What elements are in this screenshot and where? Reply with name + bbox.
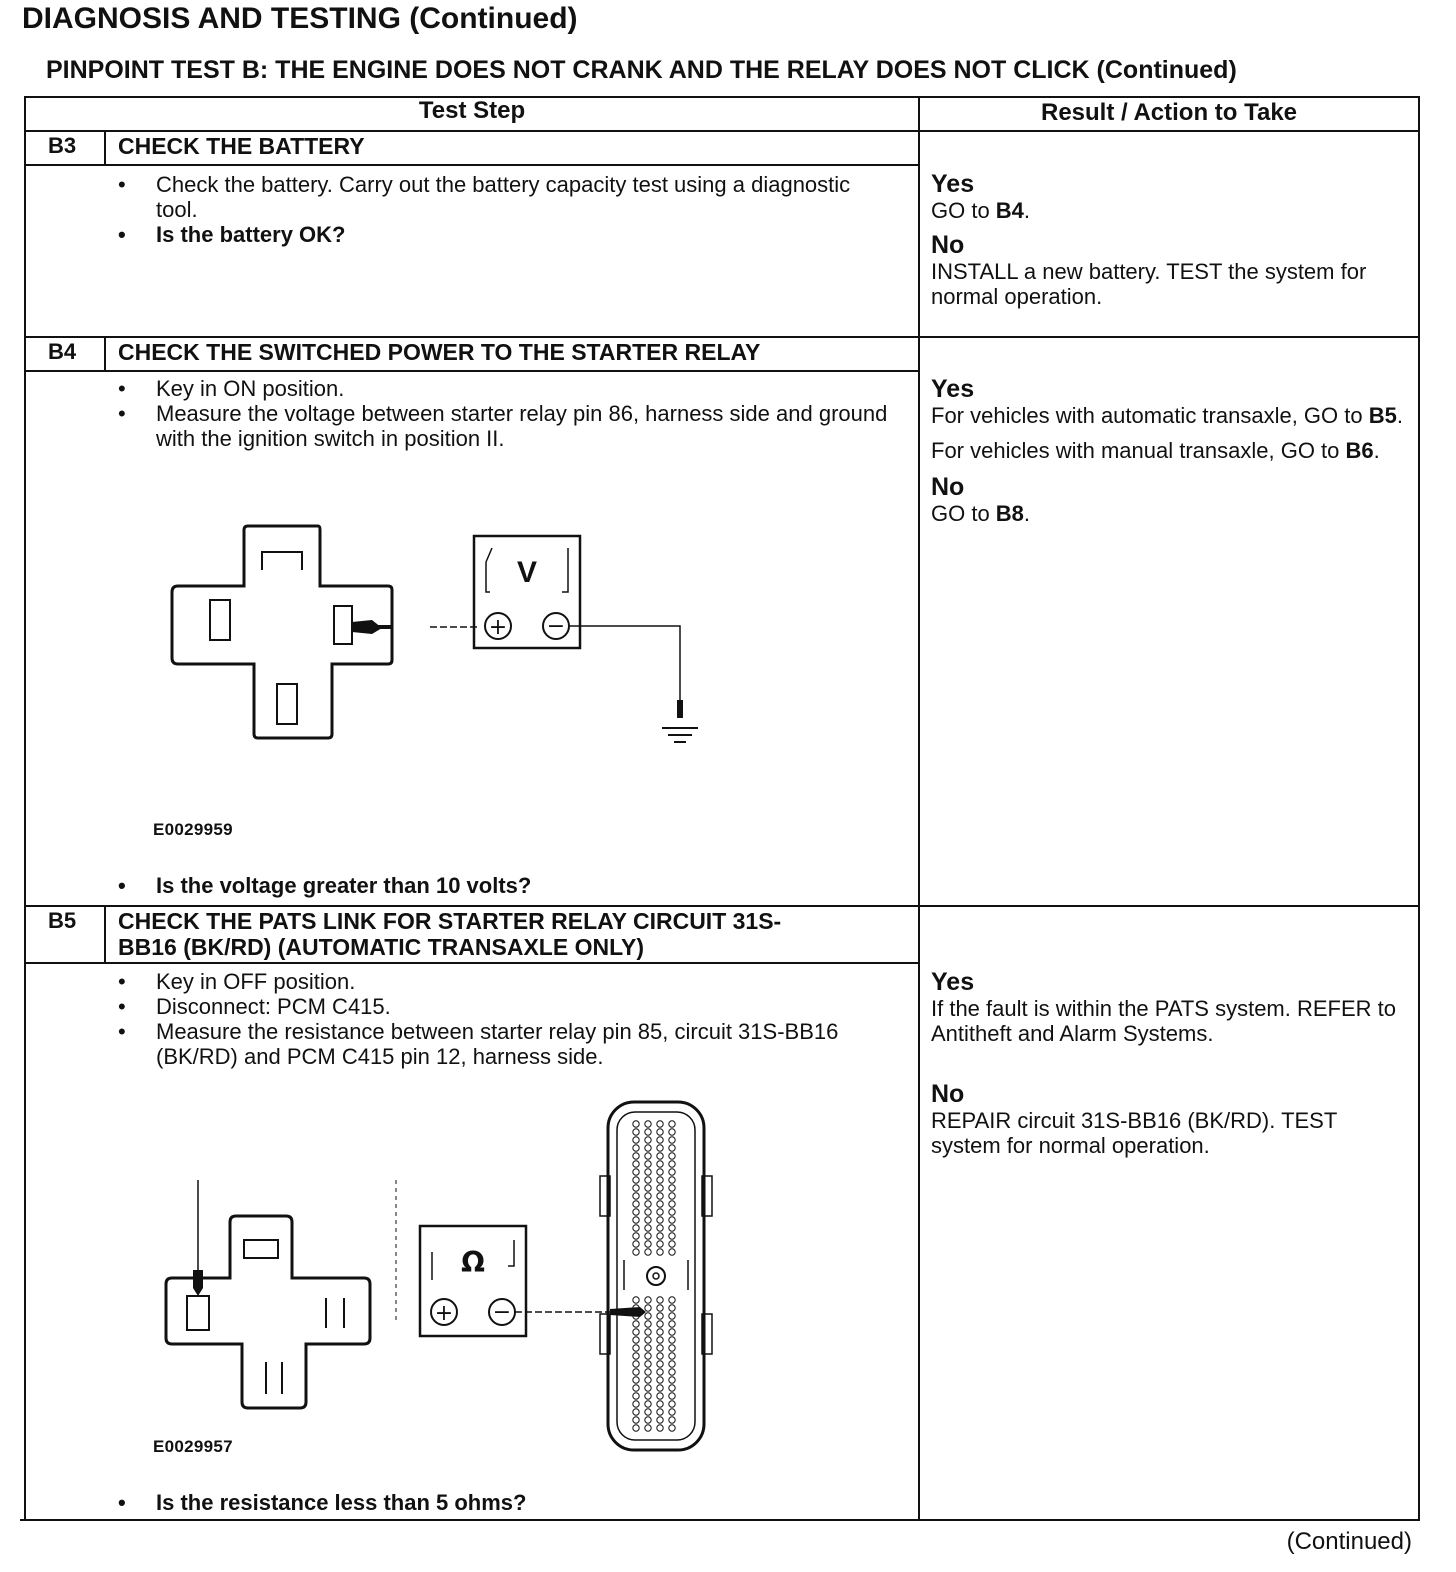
connector-pin	[645, 1401, 651, 1407]
connector-pin	[645, 1145, 651, 1151]
connector-pin	[657, 1337, 663, 1343]
connector-pin	[669, 1121, 675, 1127]
connector-pin	[633, 1321, 639, 1327]
connector-pin	[657, 1425, 663, 1431]
connector-pin	[633, 1153, 639, 1159]
connector-pin	[633, 1185, 639, 1191]
connector-pin	[657, 1361, 663, 1367]
connector-pin	[669, 1137, 675, 1143]
result-no-label: No	[931, 1080, 965, 1108]
connector-pin	[657, 1345, 663, 1351]
step-title-b3: CHECK THE BATTERY	[118, 133, 365, 159]
connector-pin	[657, 1193, 663, 1199]
bullet-item: • Check the battery. Carry out the battery capacity test using a diagnostic tool.	[118, 172, 878, 222]
connector-pin	[645, 1193, 651, 1199]
connector-pin	[669, 1409, 675, 1415]
connector-pin	[669, 1401, 675, 1407]
step-b3-question: • Is the battery OK?	[118, 222, 878, 247]
connector-pin	[633, 1345, 639, 1351]
minus-terminal-icon: −	[546, 614, 566, 639]
relay-pin-85	[187, 1296, 209, 1330]
bullet-item: • Measure the voltage between starter relay pin 86, harness side and ground with the ignition switch in position II.	[118, 401, 898, 451]
connector-pin	[645, 1409, 651, 1415]
connector-pin	[645, 1313, 651, 1319]
result-yes-label: Yes	[931, 170, 975, 198]
connector-pin	[645, 1361, 651, 1367]
connector-pin	[669, 1169, 675, 1175]
connector-pin	[669, 1145, 675, 1151]
connector-pin	[657, 1353, 663, 1359]
connector-pin	[657, 1137, 663, 1143]
result-b5	[931, 968, 1411, 1158]
bullet-item: • Key in ON position.	[118, 376, 898, 401]
connector-pin	[669, 1337, 675, 1343]
bullet-item: • Is the voltage greater than 10 volts?	[118, 873, 531, 898]
connector-pin	[633, 1353, 639, 1359]
connector-pin	[633, 1225, 639, 1231]
connector-pin	[645, 1169, 651, 1175]
result-b3	[931, 170, 1411, 309]
connector-pin	[645, 1345, 651, 1351]
step-b5-question	[118, 1490, 526, 1515]
voltmeter-symbol: V	[516, 556, 538, 589]
result-yes-action: GO to B4.	[931, 198, 1031, 223]
connector-pin	[645, 1353, 651, 1359]
connector-pin	[633, 1209, 639, 1215]
relay-pin-top	[244, 1240, 278, 1258]
connector-pin	[669, 1217, 675, 1223]
connector-pin	[669, 1233, 675, 1239]
connector-pin	[645, 1137, 651, 1143]
bullet-item: • Measure the resistance between starter relay pin 85, circuit 31S-BB16 (BK/RD) and PCM C415 pin 12, harness side.	[118, 1019, 858, 1069]
result-no-action: GO to B8.	[931, 501, 1031, 526]
connector-pin	[657, 1249, 663, 1255]
connector-pin	[669, 1225, 675, 1231]
connector-pin	[657, 1297, 663, 1303]
connector-pin	[645, 1249, 651, 1255]
connector-pin	[669, 1177, 675, 1183]
connector-pin	[633, 1145, 639, 1151]
result-no-label: No	[931, 473, 965, 501]
connector-pin	[645, 1321, 651, 1327]
connector-pin	[645, 1201, 651, 1207]
pcm-connector-pins	[633, 1121, 675, 1431]
step-id-b4: B4	[48, 339, 77, 364]
connector-pin	[645, 1153, 651, 1159]
connector-pin	[633, 1233, 639, 1239]
connector-pin	[669, 1305, 675, 1311]
connector-pin	[669, 1161, 675, 1167]
connector-pin	[645, 1393, 651, 1399]
connector-pin	[633, 1169, 639, 1175]
probe-tip	[610, 1307, 646, 1317]
connector-pin	[669, 1329, 675, 1335]
connector-pin	[645, 1241, 651, 1247]
connector-pin	[645, 1305, 651, 1311]
result-no-label: No	[931, 231, 965, 259]
connector-pin	[657, 1313, 663, 1319]
connector-pin	[633, 1121, 639, 1127]
ohmmeter-symbol: Ω	[461, 1246, 485, 1279]
result-yes-action: If the fault is within the PATS system. REFER to Antitheft and Alarm Systems.	[931, 996, 1397, 1046]
connector-pin	[657, 1161, 663, 1167]
connector-pin	[657, 1201, 663, 1207]
pcm-connector-c415	[600, 1102, 712, 1450]
relay-connector-outline	[166, 1216, 370, 1408]
result-yes-manual-action: For vehicles with manual transaxle, GO to B6.	[931, 438, 1380, 463]
plus-terminal-icon: +	[434, 1301, 454, 1326]
connector-pin	[669, 1193, 675, 1199]
connector-pin	[633, 1297, 639, 1303]
connector-pin	[633, 1361, 639, 1367]
connector-pin	[645, 1425, 651, 1431]
connector-pin	[633, 1177, 639, 1183]
connector-pin	[645, 1225, 651, 1231]
step-title-b5: CHECK THE PATS LINK FOR STARTER RELAY CIRCUIT 31S-BB16 (BK/RD) (AUTOMATIC TRANSAXLE ONLY)	[118, 908, 782, 960]
connector-pin	[657, 1153, 663, 1159]
connector-pin	[657, 1393, 663, 1399]
connector-pin	[645, 1329, 651, 1335]
connector-pin	[669, 1249, 675, 1255]
column-header-result: Result / Action to Take	[1040, 99, 1298, 126]
connector-pin	[645, 1185, 651, 1191]
step-id-b5: B5	[48, 908, 77, 933]
probe-tip	[193, 1270, 203, 1296]
figure-code-b4: E0029959	[153, 820, 233, 839]
connector-pin	[657, 1377, 663, 1383]
connector-pin	[645, 1209, 651, 1215]
connector-pin	[669, 1345, 675, 1351]
connector-pin	[633, 1377, 639, 1383]
page-title: DIAGNOSIS AND TESTING (Continued)	[22, 2, 578, 35]
connector-pin	[669, 1297, 675, 1303]
connector-pin	[657, 1121, 663, 1127]
connector-pin	[657, 1177, 663, 1183]
connector-pin	[633, 1241, 639, 1247]
plus-terminal-icon: +	[488, 615, 508, 640]
connector-pin	[633, 1393, 639, 1399]
connector-pin	[669, 1313, 675, 1319]
connector-pin	[645, 1177, 651, 1183]
connector-pin	[633, 1249, 639, 1255]
connector-pin	[657, 1129, 663, 1135]
connector-pin	[669, 1369, 675, 1375]
connector-pin	[633, 1329, 639, 1335]
connector-pin	[657, 1225, 663, 1231]
relay-pin-bottom	[266, 1362, 282, 1394]
figure-code-b5: E0029957	[153, 1437, 233, 1456]
step-title-b4: CHECK THE SWITCHED POWER TO THE STARTER RELAY	[118, 339, 761, 365]
result-b4	[931, 375, 1411, 526]
connector-pin	[669, 1321, 675, 1327]
connector-pin	[645, 1369, 651, 1375]
connector-pin	[669, 1417, 675, 1423]
connector-pin	[645, 1217, 651, 1223]
connector-pin	[669, 1201, 675, 1207]
continued-note: (Continued)	[1286, 1528, 1412, 1555]
connector-pin	[633, 1385, 639, 1391]
connector-pin	[669, 1241, 675, 1247]
connector-pin	[633, 1193, 639, 1199]
connector-pin	[657, 1209, 663, 1215]
connector-pin	[633, 1425, 639, 1431]
connector-pin	[633, 1417, 639, 1423]
connector-pin	[645, 1161, 651, 1167]
bullet-item: • Disconnect: PCM C415.	[118, 994, 858, 1019]
connector-pin	[657, 1169, 663, 1175]
connector-pin	[657, 1305, 663, 1311]
connector-pin	[633, 1201, 639, 1207]
connector-pin	[645, 1121, 651, 1127]
connector-pin	[657, 1185, 663, 1191]
connector-pin	[657, 1233, 663, 1239]
connector-pin	[633, 1409, 639, 1415]
connector-pin	[633, 1217, 639, 1223]
connector-pin	[633, 1161, 639, 1167]
connector-pin	[669, 1185, 675, 1191]
connector-pin	[633, 1137, 639, 1143]
column-header-test-step: Test Step	[418, 97, 526, 124]
connector-pin	[657, 1409, 663, 1415]
connector-pin	[645, 1417, 651, 1423]
connector-pin	[633, 1401, 639, 1407]
connector-pin	[657, 1401, 663, 1407]
connector-pin	[657, 1321, 663, 1327]
connector-pin	[645, 1129, 651, 1135]
connector-pin	[633, 1369, 639, 1375]
relay-pin-right	[326, 1298, 344, 1328]
connector-pin	[645, 1297, 651, 1303]
bullet-item: • Key in OFF position.	[118, 969, 858, 994]
bullet-item: • Is the resistance less than 5 ohms?	[118, 1490, 526, 1515]
connector-pin	[645, 1377, 651, 1383]
connector-pin	[633, 1337, 639, 1343]
step-id-b3: B3	[48, 133, 77, 158]
connector-pin	[657, 1369, 663, 1375]
connector-pin	[657, 1329, 663, 1335]
connector-pin	[645, 1233, 651, 1239]
connector-pin	[645, 1385, 651, 1391]
connector-pin	[657, 1417, 663, 1423]
connector-pin	[669, 1393, 675, 1399]
connector-pin	[669, 1425, 675, 1431]
minus-terminal-icon: −	[492, 1300, 512, 1325]
connector-pin	[669, 1385, 675, 1391]
connector-pin	[633, 1129, 639, 1135]
connector-pin	[669, 1209, 675, 1215]
result-yes-label: Yes	[931, 375, 975, 403]
connector-pin	[669, 1377, 675, 1383]
result-yes-action: For vehicles with automatic transaxle, GO to B5.	[931, 403, 1403, 428]
connector-pin	[669, 1129, 675, 1135]
result-no-action: REPAIR circuit 31S-BB16 (BK/RD). TEST system for normal operation.	[931, 1108, 1337, 1158]
connector-pin	[645, 1337, 651, 1343]
connector-pin	[669, 1353, 675, 1359]
result-no-action: INSTALL a new battery. TEST the system for normal operation.	[931, 259, 1367, 309]
result-yes-label: Yes	[931, 968, 975, 996]
connector-pin	[657, 1385, 663, 1391]
connector-pin	[657, 1217, 663, 1223]
connector-pin	[669, 1153, 675, 1159]
connector-pin	[669, 1361, 675, 1367]
pinpoint-test-title: PINPOINT TEST B: THE ENGINE DOES NOT CRANK AND THE RELAY DOES NOT CLICK (Continued)	[46, 56, 1237, 84]
connector-pin	[657, 1145, 663, 1151]
connector-pin	[657, 1241, 663, 1247]
